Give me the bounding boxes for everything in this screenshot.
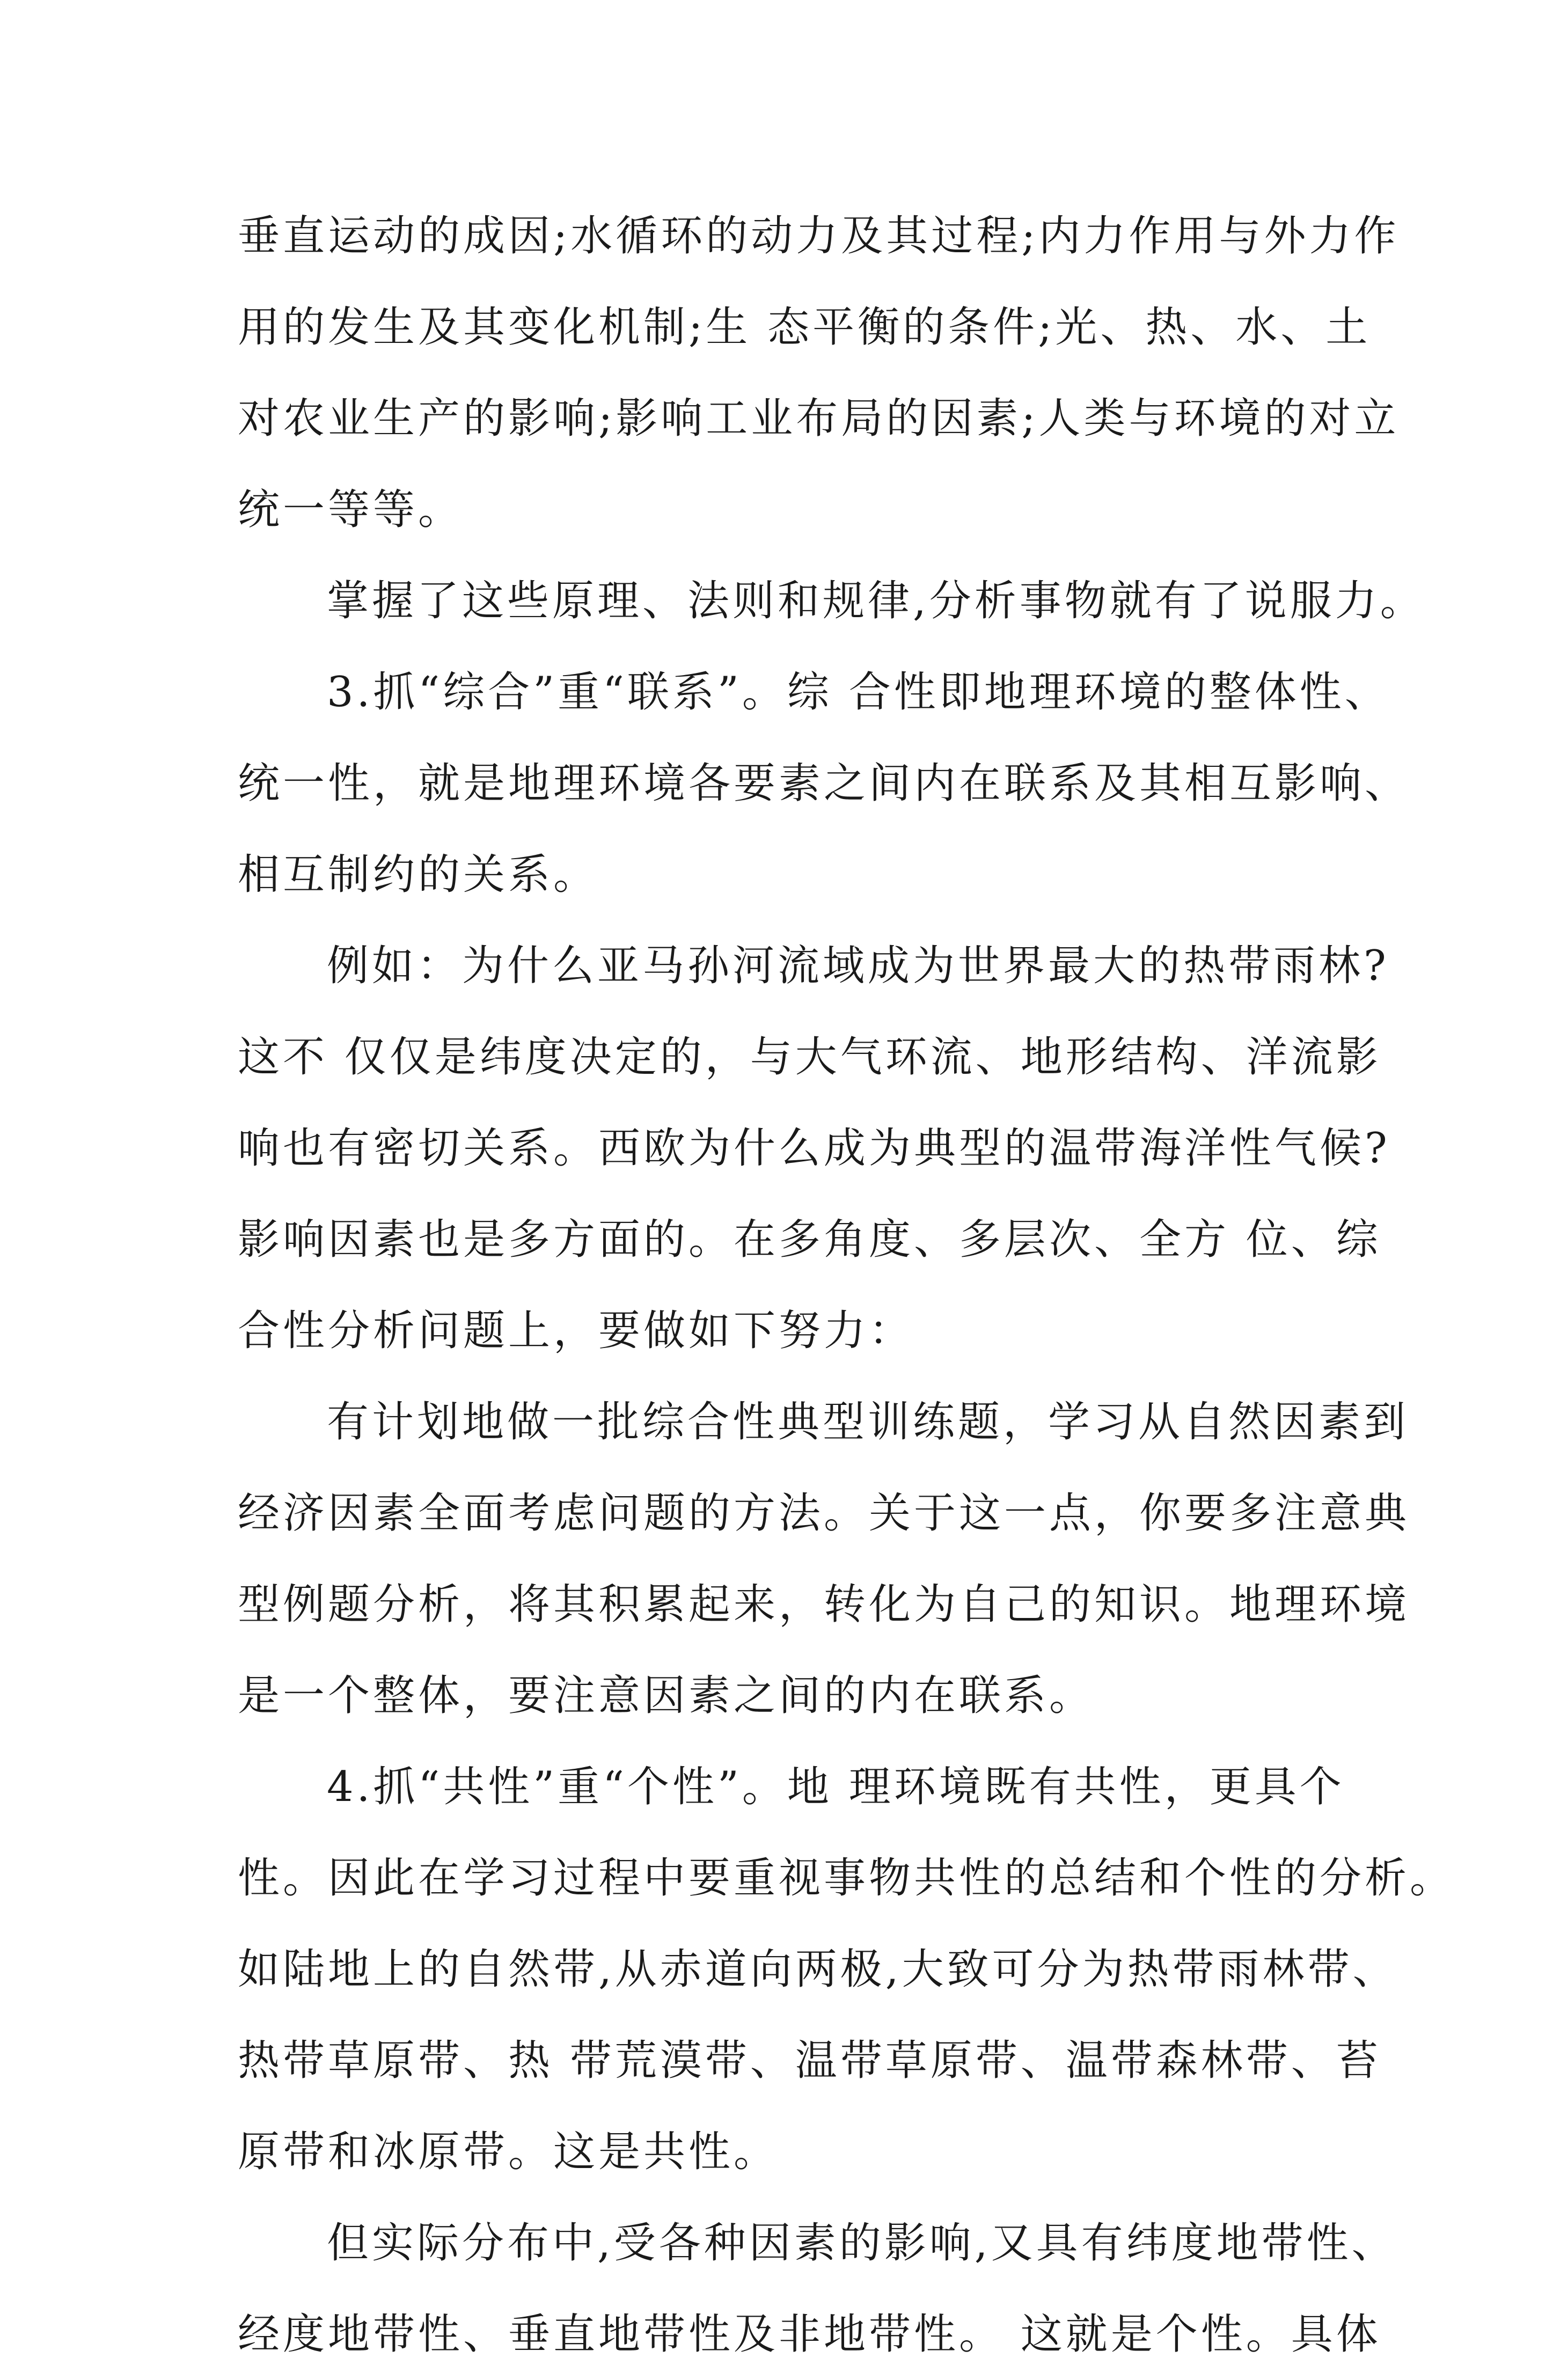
paragraph-start-line: 掌握了这些原理、法则和规律,分析事物就有了说服力。 <box>327 577 1425 625</box>
text-line: 如陆地上的自然带,从赤道向两极,大致可分为热带雨林带、 <box>238 1945 1398 1994</box>
paragraph-start-line: 有计划地做一批综合性典型训练题，学习从自然因素到 <box>327 1398 1409 1446</box>
section-heading-line: 4.抓“共性”重“个性”。地 理环境既有共性，更具个 <box>327 1763 1345 1811</box>
text-line: 热带草原带、热 带荒漠带、温带草原带、温带森林带、苔 <box>238 2037 1381 2085</box>
text-line: 相互制约的关系。 <box>238 851 599 899</box>
text-line: 对农业生产的影响;影响工业布局的因素;人类与环境的对立 <box>238 394 1400 443</box>
section-heading-line: 3.抓“综合”重“联系”。综 合性即地理环境的整体性、 <box>327 668 1390 716</box>
text-line: 是一个整体，要注意因素之间的内在联系。 <box>238 1672 1095 1720</box>
text-line: 这不 仅仅是纬度决定的，与大气环流、地形结构、洋流影 <box>238 1033 1381 1081</box>
paragraph-start-line: 例如：为什么亚马孙河流域成为世界最大的热带雨林? <box>327 942 1389 990</box>
paragraph-start-line: 但实际分布中,受各种因素的影响,又具有纬度地带性、 <box>327 2219 1397 2267</box>
text-line: 经济因素全面考虑问题的方法。关于这一点，你要多注意典 <box>238 1489 1410 1537</box>
text-line: 用的发生及其变化机制;生 态平衡的条件;光、热、水、土 <box>238 303 1371 351</box>
text-line: 性。因此在学习过程中要重视事物共性的总结和个性的分析。 <box>238 1854 1455 1902</box>
text-line: 原带和冰原带。这是共性。 <box>238 2128 779 2176</box>
body-text <box>238 191 1455 2380</box>
text-line: 经度地带性、垂直地带性及非地带性。 这就是个性。具体 <box>238 2310 1381 2359</box>
text-line: 影响因素也是多方面的。在多角度、多层次、全方 位、综 <box>238 1215 1381 1264</box>
text-line: 型例题分析，将其积累起来，转化为自己的知识。地理环境 <box>238 1580 1410 1629</box>
text-line: 合性分析问题上，要做如下努力： <box>238 1307 914 1355</box>
text-line: 统一等等。 <box>238 486 464 534</box>
text-line: 垂直运动的成因;水循环的动力及其过程;内力作用与外力作 <box>238 212 1400 260</box>
text-line: 响也有密切关系。西欧为什么成为典型的温带海洋性气候? <box>238 1124 1390 1173</box>
text-line: 统一性，就是地理环境各要素之间内在联系及其相互影响、 <box>238 759 1410 808</box>
